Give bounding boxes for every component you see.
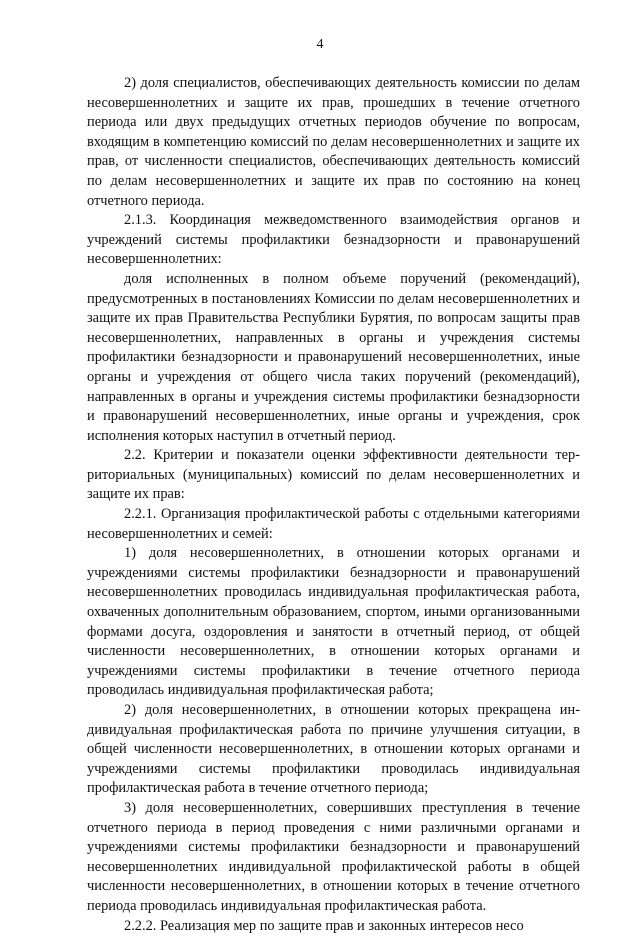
- paragraph-specialists-training: 2) доля специалистов, обеспечивающих деятельность комиссии по делам несовершеннолетних и защите их прав, прошедших в течение отчетного периода или двух предыдущих отчетных периодов обучение по вопросам, входящим в компетенцию комиссий по делам несовершеннолетних и защите их прав, от численности специалистов, обеспечивающих деятельность комиссий по делам несовершеннолетних и защите их прав по состоянию на конец отчетного периода.: [87, 75, 580, 209]
- paragraph-item-2: 2) доля несовершеннолетних, в отношении которых прекращена индивидуальная профилактическая работа по причине улучшения ситуации, в общей численности несовершеннолетних, в отношении которых органами и учреждениями системы профилактики проводилась индивидуальная профилактическая работа в течение отчетного периода;: [87, 702, 580, 797]
- paragraph-2-2-heading: 2.2. Критерии и показатели оценки эффективности деятельности территориальных (муниципальных) комиссий по делам несовершеннолетних и защите их прав:: [87, 447, 580, 503]
- paragraph-item-3: 3) доля несовершеннолетних, совершивших преступления в течение отчетного периода в период проведения с ними различными органами и учреждениями системы профилактики безнадзорности и правонарушений несовершеннолетних индивидуальной профилактической работы в общей численности несовершеннолетних, в отношении которых в течение отчетного периода проводилась индивидуальная профилактическая работа.: [87, 799, 580, 914]
- paragraph-instructions-share: доля исполненных в полном объеме поручений (рекомендаций), предусмотренных в постановлениях Комиссии по делам несовершеннолетних и защите их прав Правительства Республики Бурятия, по вопросам защиты прав несовершеннолетних, направленных в органы и учреждения системы профилактики безнадзорности и правонарушений несовершеннолетних, иные органы и учреждения от общего числа таких поручений (рекомендаций), направленных в органы и учреждения системы профилактики безнадзорности и правонарушений несовершеннолетних, иные органы и учреждения, срок исполнения которых наступил в отчетный период.: [87, 270, 580, 444]
- page-number: 4: [316, 37, 324, 52]
- paragraph-2-2-1-heading: 2.2.1. Организация профилактической работы с отдельными категориями несовершеннолетних и семей:: [87, 506, 580, 542]
- paragraph-2-2-2-heading: 2.2.2. Реализация мер по защите прав и законных интересов несо: [124, 917, 524, 934]
- document-body: [87, 74, 580, 936]
- paragraph-2-1-3-heading: 2.1.3. Координация межведомственного взаимодействия органов и учреждений системы профилактики безнадзорности и правонарушений несовершеннолетних:: [87, 212, 580, 268]
- paragraph-item-1: 1) доля несовершеннолетних, в отношении которых органами и учреждениями системы профилактики безнадзорности и правонарушений несовершеннолетних проводилась индивидуальная профилактическая работа, охваченных дополнительным образованием, спортом, иными организованными формами досуга, оздоровления и занятости в отчетный период, от общей численности несовершеннолетних, в отношении которых органами и учреждениями системы профилактики в течение отчетного периода проводилась индивидуальная профилактическая работа;: [87, 545, 580, 699]
